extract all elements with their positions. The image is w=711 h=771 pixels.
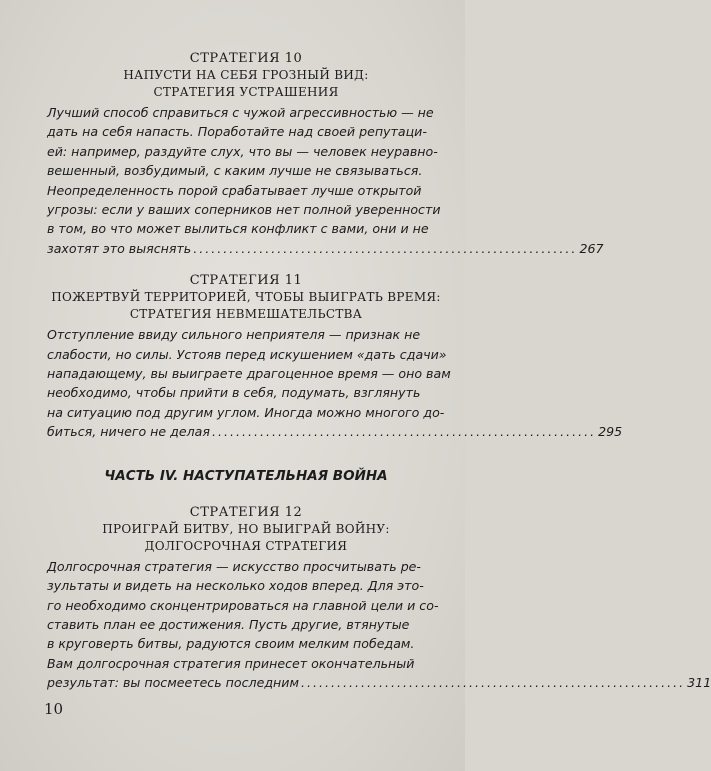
page-reference-line	[47, 673, 711, 692]
strategy-description	[47, 103, 604, 258]
description-line: зультаты и видеть на несколько ходов вперед. Для это-	[47, 578, 424, 594]
page-number: 311	[687, 675, 711, 691]
strategy-title-line: ПРОИГРАЙ БИТВУ, НО ВЫИГРАЙ ВОЙНУ:	[102, 521, 390, 536]
dot-leader: ................................................................	[300, 675, 686, 691]
description-line: ставить план ее достижения. Пусть другие, втянутые	[47, 616, 410, 632]
dot-leader: ................................................................	[211, 424, 597, 440]
strategy-entry-11	[47, 272, 623, 441]
strategy-title-line: НАПУСТИ НА СЕБЯ ГРОЗНЫЙ ВИД:	[123, 68, 369, 82]
strategy-number: СТРАТЕГИЯ 10	[189, 51, 303, 66]
strategy-title-line: СТРАТЕГИЯ НЕВМЕШАТЕЛЬСТВА	[129, 307, 363, 322]
description-line: на ситуацию под другим углом. Иногда можно многого до-	[47, 404, 445, 420]
description-line: в том, во что может вылиться конфликт с вами, они и не	[47, 221, 429, 237]
description-line: вешенный, возбудимый, с каким лучше не связываться.	[47, 163, 423, 179]
description-line: Лучший способ справиться с чужой агрессивностью — не	[47, 105, 434, 120]
part-heading: ЧАСТЬ IV. НАСТУПАТЕЛЬНАЯ ВОЙНА	[104, 467, 388, 484]
strategy-number: СТРАТЕГИЯ 12	[189, 504, 303, 520]
description-line: нападающему, вы выиграете драгоценное время — оно вам	[47, 366, 451, 382]
strategy-title-line: ДОЛГОСРОЧНАЯ СТРАТЕГИЯ	[144, 538, 348, 553]
page-number: 267	[579, 240, 604, 256]
description-line: результат: вы посмеетесь последним	[47, 675, 299, 691]
description-line: захотят это выяснять	[47, 240, 192, 256]
folio-page-number: 10	[44, 700, 64, 718]
dot-leader: ................................................................	[193, 240, 578, 256]
strategy-description	[47, 557, 711, 693]
page-reference-line	[47, 239, 604, 258]
strategy-description	[47, 325, 623, 441]
strategy-title-line: ПОЖЕРТВУЙ ТЕРРИТОРИЕЙ, ЧТОБЫ ВЫИГРАТЬ ВРЕМЯ:	[51, 290, 441, 305]
description-line: необходимо, чтобы прийти в себя, подумать, взглянуть	[47, 385, 421, 401]
page-reference-line	[47, 422, 623, 441]
strategy-number: СТРАТЕГИЯ 11	[189, 273, 303, 289]
page-number: 295	[598, 424, 623, 440]
description-line: угрозы: если у ваших соперников нет полной уверенности	[47, 202, 441, 218]
description-line: Отступление ввиду сильного неприятеля — признак не	[47, 327, 421, 343]
description-line: в круговерть битвы, радуются своим мелким победам.	[47, 636, 415, 652]
description-line: слабости, но силы. Устояв перед искушением «дать сдачи»	[47, 346, 447, 362]
strategy-entry-12	[47, 504, 711, 693]
strategy-title-line: СТРАТЕГИЯ УСТРАШЕНИЯ	[153, 85, 339, 99]
strategy-entry-10	[47, 50, 604, 258]
description-line: Неопределенность порой срабатывает лучше открытой	[47, 182, 422, 198]
description-line: го необходимо сконцентрироваться на главной цели и со-	[47, 597, 439, 613]
contents-column	[47, 50, 711, 707]
description-line: дать на себя напасть. Поработайте над своей репутаци-	[47, 124, 427, 140]
description-line: биться, ничего не делая	[47, 424, 210, 440]
description-line: Долгосрочная стратегия — искусство просчитывать ре-	[47, 558, 421, 574]
description-line: Вам долгосрочная стратегия принесет окончательный	[47, 655, 415, 671]
description-line: ей: например, раздуйте слух, что вы — человек неуравно-	[47, 143, 438, 159]
